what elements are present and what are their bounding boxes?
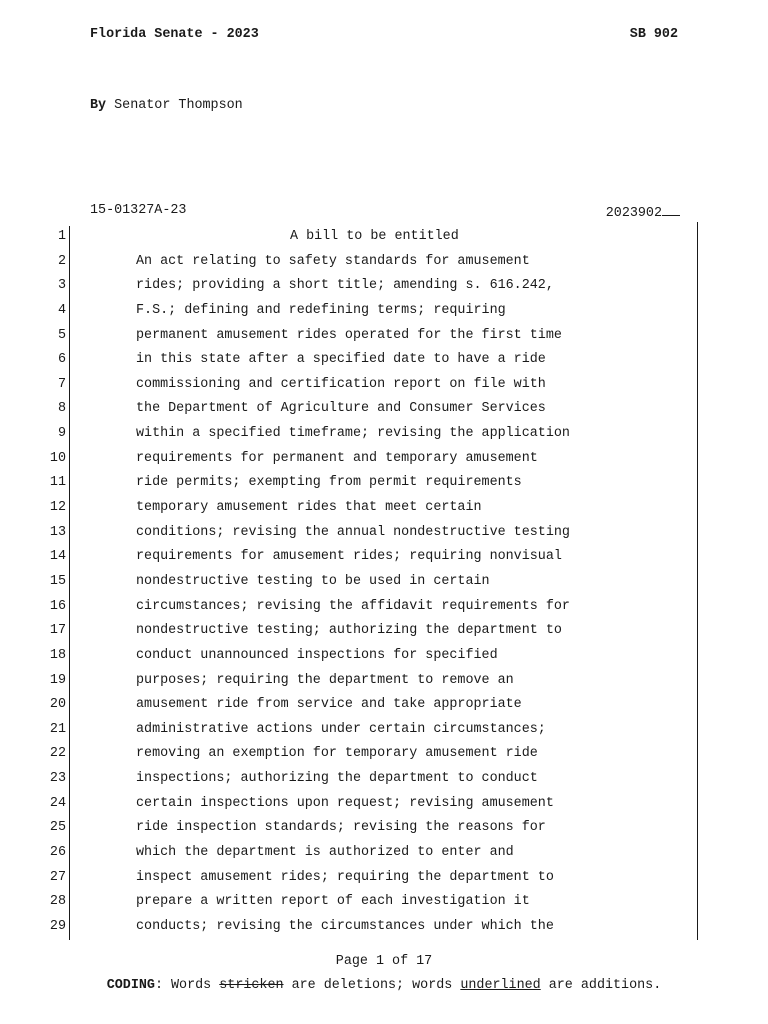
coding-text-1: : Words xyxy=(154,978,220,993)
line-number: 1 xyxy=(57,229,66,244)
bill-line xyxy=(0,399,768,424)
line-number: 7 xyxy=(57,376,66,392)
line-text: requirements for permanent and temporary amusement xyxy=(136,450,538,466)
line-number: 16 xyxy=(49,598,66,614)
bill-line xyxy=(0,301,768,326)
line-text: nondestructive testing to be used in certain xyxy=(136,573,490,589)
page-indicator: Page 1 of 17 xyxy=(335,954,433,969)
bill-code-text: 2023902 xyxy=(605,206,662,221)
bill-line xyxy=(0,227,768,252)
line-number: 26 xyxy=(49,845,66,861)
bill-line xyxy=(0,449,768,474)
line-text: conducts; revising the circumstances under which the xyxy=(136,918,554,934)
line-number: 5 xyxy=(57,327,66,343)
line-number: 6 xyxy=(57,352,66,368)
line-text: in this state after a specified date to have a ride xyxy=(136,352,546,368)
line-text: purposes; requiring the department to remove an xyxy=(136,672,514,688)
coding-text-3: are additions. xyxy=(540,978,662,993)
line-text: the Department of Agriculture and Consumer Services xyxy=(136,401,546,417)
line-number: 27 xyxy=(49,869,66,885)
line-text: inspect amusement rides; requiring the department to xyxy=(136,869,554,885)
coding-text-2: are deletions; words xyxy=(283,978,461,993)
bill-number: SB 902 xyxy=(629,27,678,42)
line-number: 9 xyxy=(57,426,66,442)
draft-code: 15-01327A-23 xyxy=(90,203,187,218)
line-text: rides; providing a short title; amending s. 616.242, xyxy=(136,278,554,294)
line-text: permanent amusement rides operated for the first time xyxy=(136,327,562,343)
line-text: temporary amusement rides that meet certain xyxy=(136,500,482,516)
line-number: 22 xyxy=(49,746,66,762)
bill-line xyxy=(0,621,768,646)
bill-line xyxy=(0,744,768,769)
bill-line xyxy=(0,818,768,843)
bill-text xyxy=(0,227,768,942)
line-text: certain inspections upon request; revising amusement xyxy=(136,795,554,811)
coding-legend xyxy=(0,978,768,993)
line-text: An act relating to safety standards for amusement xyxy=(136,253,530,269)
bill-line xyxy=(0,424,768,449)
bill-code-blank xyxy=(662,203,680,216)
line-text: circumstances; revising the affidavit requirements for xyxy=(136,598,570,614)
sponsor-by-label: By xyxy=(90,98,107,113)
bill-line xyxy=(0,326,768,351)
line-number: 13 xyxy=(49,524,66,540)
bill-line xyxy=(0,473,768,498)
bill-line xyxy=(0,646,768,671)
line-number: 12 xyxy=(49,500,66,516)
line-text: which the department is authorized to enter and xyxy=(136,845,514,861)
bill-line xyxy=(0,523,768,548)
line-number: 15 xyxy=(49,573,66,589)
line-text: F.S.; defining and redefining terms; requiring xyxy=(136,302,506,318)
line-number: 4 xyxy=(57,302,66,318)
bill-line xyxy=(0,917,768,942)
line-text: removing an exemption for temporary amusement ride xyxy=(136,746,538,762)
line-text: inspections; authorizing the department to conduct xyxy=(136,771,538,787)
sponsor-name: Senator Thompson xyxy=(114,98,243,113)
line-number: 24 xyxy=(49,795,66,811)
underlined-example: underlined xyxy=(460,978,541,993)
bill-line xyxy=(0,350,768,375)
bill-line xyxy=(0,498,768,523)
line-text: conduct unannounced inspections for specified xyxy=(136,647,498,663)
line-number: 10 xyxy=(49,450,66,466)
line-text: prepare a written report of each investigation it xyxy=(136,894,530,910)
chamber-year: Florida Senate - 2023 xyxy=(90,27,259,42)
line-number: 28 xyxy=(49,894,66,910)
bill-line xyxy=(0,794,768,819)
coding-label: CODING xyxy=(106,978,155,993)
bill-line xyxy=(0,276,768,301)
stricken-example: stricken xyxy=(219,978,284,993)
bill-line xyxy=(0,671,768,696)
line-text: ride permits; exempting from permit requirements xyxy=(136,475,522,491)
line-number: 23 xyxy=(49,771,66,787)
line-number: 11 xyxy=(49,475,66,491)
bill-line xyxy=(0,572,768,597)
line-number: 17 xyxy=(49,623,66,639)
bill-line xyxy=(0,597,768,622)
bill-line xyxy=(0,769,768,794)
bill-title: A bill to be entitled xyxy=(290,229,459,244)
bill-line xyxy=(0,252,768,277)
line-text: conditions; revising the annual nondestructive testing xyxy=(136,524,570,540)
line-number: 20 xyxy=(49,697,66,713)
bill-line xyxy=(0,375,768,400)
line-number: 8 xyxy=(57,401,66,417)
line-text: nondestructive testing; authorizing the department to xyxy=(136,623,562,639)
line-number: 3 xyxy=(57,278,66,294)
bill-line xyxy=(0,720,768,745)
line-number: 25 xyxy=(49,820,66,836)
line-text: ride inspection standards; revising the reasons for xyxy=(136,820,546,836)
sponsor-line xyxy=(90,98,243,113)
line-number: 29 xyxy=(49,918,66,934)
line-number: 14 xyxy=(49,549,66,565)
line-text: amusement ride from service and take appropriate xyxy=(136,697,522,713)
line-number: 2 xyxy=(57,253,66,269)
bill-line xyxy=(0,695,768,720)
bill-line xyxy=(0,547,768,572)
line-text: requirements for amusement rides; requiring nonvisual xyxy=(136,549,562,565)
line-text: administrative actions under certain circumstances; xyxy=(136,721,546,737)
bill-line xyxy=(0,868,768,893)
bill-line xyxy=(0,843,768,868)
line-text: commissioning and certification report on file with xyxy=(136,376,546,392)
line-number: 21 xyxy=(49,721,66,737)
line-number: 18 xyxy=(49,647,66,663)
line-text: within a specified timeframe; revising the application xyxy=(136,426,570,442)
bill-code xyxy=(606,203,680,221)
bill-line xyxy=(0,892,768,917)
line-number: 19 xyxy=(49,672,66,688)
